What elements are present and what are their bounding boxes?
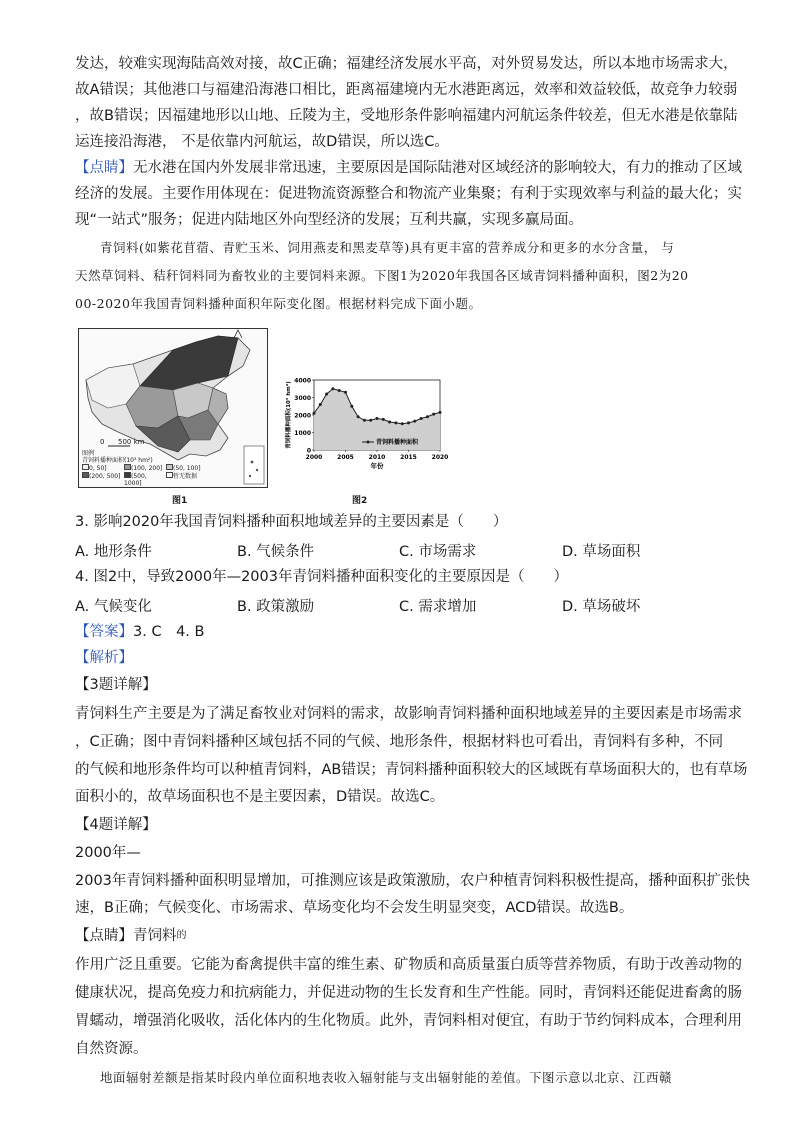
tip-tag: 【点睛】: [75, 160, 133, 176]
text-line: 2003年青饲料播种面积明显增加，可推测应该是政策激励，农户种植青饲料积极性提高，播种面积扩张快: [75, 873, 750, 889]
text-line: 胃蠕动，增强消化吸收，活化体内的生化物质。此外，青饲料相对便宜，有助于节约饲料成本，合理利用: [75, 1013, 742, 1029]
question-3: 3. 影响2020年我国青饲料播种面积地域差异的主要因素是（ ）: [75, 514, 508, 530]
legend-item: (100, 200]: [124, 464, 166, 472]
data-point: [382, 418, 385, 421]
answer-line: [75, 622, 204, 642]
y-tick-label: 3000: [294, 395, 311, 402]
material-line: 地面辐射差额是指某时段内单位面积地表收入辐射能与支出辐射能的差值。下图示意以北京、江西赣: [100, 1070, 673, 1085]
map-legend: [82, 450, 212, 487]
material-line: 天然草饲料、秸秆饲料同为畜牧业的主要饲料来源。下图1为2020年我国各区域青饲料播种面积，图2为20: [75, 268, 689, 283]
text-line: 运连接沿海港， 不是依靠内河航运，故D错误，所以选C。: [75, 134, 449, 150]
tip-text: 青饲料: [133, 928, 177, 944]
y-tick-label: 2000: [294, 412, 311, 420]
text-line: 发达，较难实现海陆高效对接，故C正确；福建经济发展水平高，对外贸易发达，所以本地市场需求大，: [75, 56, 738, 72]
text-line: 现“一站式”服务；促进内陆地区外向型经济的发展；互利共赢，实现多赢局面。: [75, 212, 584, 228]
q3-option-c: C. 市场需求: [399, 544, 477, 560]
text-line: 经济的发展。主要作用体现在：促进物流资源整合和物流产业集聚；有利于实现效率与利益的最大化；实: [75, 186, 742, 202]
line-chart: [278, 372, 448, 490]
y-tick-label: 0: [306, 447, 311, 455]
figure-2-chart: [278, 372, 448, 490]
detail-3-heading: 【3题详解】: [75, 677, 157, 693]
text-line: 青饲料生产主要是为了满足畜牧业对饲料的需求，故影响青饲料播种面积地域差异的主要因素是市场需求: [75, 706, 742, 722]
q4-option-a: A. 气候变化: [75, 599, 152, 615]
legend-item: (200, 500]: [82, 472, 124, 487]
data-point: [420, 417, 423, 420]
text-line: ，C正确；图中青饲料播种区域包括不同的气候、地形条件，根据材料也可看出，青饲料有多种，不同: [75, 734, 724, 750]
text-line: 速，B正确；气候变化、市场需求、草场变化均不会发生明显突变，ACD错误。故选B。: [75, 900, 634, 916]
y-tick-label: 1000: [294, 430, 311, 437]
q3-option-d: D. 草场面积: [562, 544, 641, 560]
text-line: 的气候和地形条件均可以种植青饲料，AB错误；青饲料播种面积较大的区域既有草场面积大的，也有草场: [75, 762, 748, 778]
text-line: ，故B错误；因福建地形以山地、丘陵为主，受地形条件影响福建内河航运条件较差，但无水港是依靠陆: [75, 108, 738, 124]
x-axis-label: 年份: [370, 462, 384, 470]
data-point: [401, 422, 404, 425]
legend-item: 0, 50]: [82, 464, 124, 472]
data-point: [319, 403, 322, 406]
figure-2-caption: 图2: [352, 496, 368, 506]
data-point: [407, 421, 410, 424]
legend-item: (500, 1000]: [124, 473, 147, 487]
data-point: [350, 405, 353, 408]
text-line: 面积小的，故草场面积也不是主要因素，D错误。故选C。: [75, 789, 445, 805]
data-point: [376, 417, 379, 420]
data-point: [432, 413, 435, 416]
y-tick-label: 4000: [294, 377, 311, 385]
x-tick-label: 2000: [305, 454, 323, 461]
tip-text: 无水港在国内外发展非常迅速，主要原因是国际陆港对区域经济的影响较大，有力的推动了区域: [133, 160, 742, 176]
figure-1-map: [78, 328, 268, 488]
text-line: 健康状况，提高免疫力和抗病能力，并促进动物的生长发育和生产性能。同时，青饲料还能促进畜禽的肠: [75, 985, 742, 1001]
data-point: [439, 411, 442, 414]
data-point: [363, 419, 366, 422]
data-point: [325, 393, 328, 396]
analysis-tag: 【解析】: [75, 650, 133, 666]
data-point: [338, 389, 341, 392]
data-point: [388, 421, 391, 424]
q3-option-b: B. 气候条件: [237, 544, 315, 560]
text-line: 2000年—: [75, 845, 141, 861]
q3-option-a: A. 地形条件: [75, 544, 152, 560]
tip-line: [75, 926, 187, 946]
legend-item: (50, 100]: [166, 464, 208, 472]
text-line: 作用广泛且重要。它能为畜禽提供丰富的维生素、矿物质和高质量蛋白质等营养物质，有助于改善动物的: [75, 957, 742, 973]
detail-4-heading: 【4题详解】: [75, 817, 157, 833]
data-point: [426, 415, 429, 418]
legend-subtitle: 青饲料播种面积(10³ hm²): [82, 457, 153, 464]
tip-line: [75, 158, 742, 178]
material-line: 青饲料(如紫花苜蓿、青贮玉米、饲用燕麦和黑麦草等)具有更丰富的营养成分和更多的水分含量， 与: [100, 240, 675, 255]
answer-tag: 【答案】: [75, 624, 133, 640]
data-point: [331, 387, 334, 390]
data-point: [357, 415, 360, 418]
question-4: 4. 图2中，导致2000年—2003年青饲料播种面积变化的主要原因是（ ）: [75, 569, 568, 585]
q4-option-d: D. 草场破坏: [562, 599, 641, 615]
legend-title: 图例: [82, 450, 95, 457]
data-point: [413, 420, 416, 423]
q4-option-c: C. 需求增加: [399, 599, 477, 615]
figure-1-caption: 图1: [172, 496, 188, 506]
data-point: [394, 421, 397, 424]
x-tick-label: 2015: [400, 454, 417, 461]
legend-marker: [367, 441, 370, 444]
scale-label: 500 km: [118, 438, 145, 446]
data-point: [313, 412, 316, 415]
text-line: 自然资源。: [75, 1041, 148, 1057]
y-axis-label: 青饲料播种面积(10³ hm²): [286, 381, 292, 449]
material-line: 00-2020年我国青饲料播种面积年际变化图。根据材料完成下面小题。: [75, 296, 482, 311]
legend-item: 暂无数据: [166, 472, 208, 487]
tip-tag: 【点睛】: [75, 928, 133, 944]
legend-label: 青饲料播种面积: [376, 439, 419, 446]
x-tick-label: 2020: [431, 454, 448, 461]
tip-superscript: 的: [176, 930, 187, 941]
text-line: 故A错误；其他港口与福建沿海港口相比，距离福建境内无水港距离远，效率和效益较低，故竞争力较弱: [75, 82, 738, 98]
x-tick-label: 2005: [337, 454, 354, 461]
data-point: [369, 419, 372, 422]
x-tick-label: 2010: [368, 454, 386, 461]
scale-zero: 0: [100, 438, 105, 446]
data-point: [344, 391, 347, 394]
q4-option-b: B. 政策激励: [237, 599, 315, 615]
answer-text: 3. C 4. B: [133, 624, 205, 640]
legend-items: [82, 464, 212, 487]
